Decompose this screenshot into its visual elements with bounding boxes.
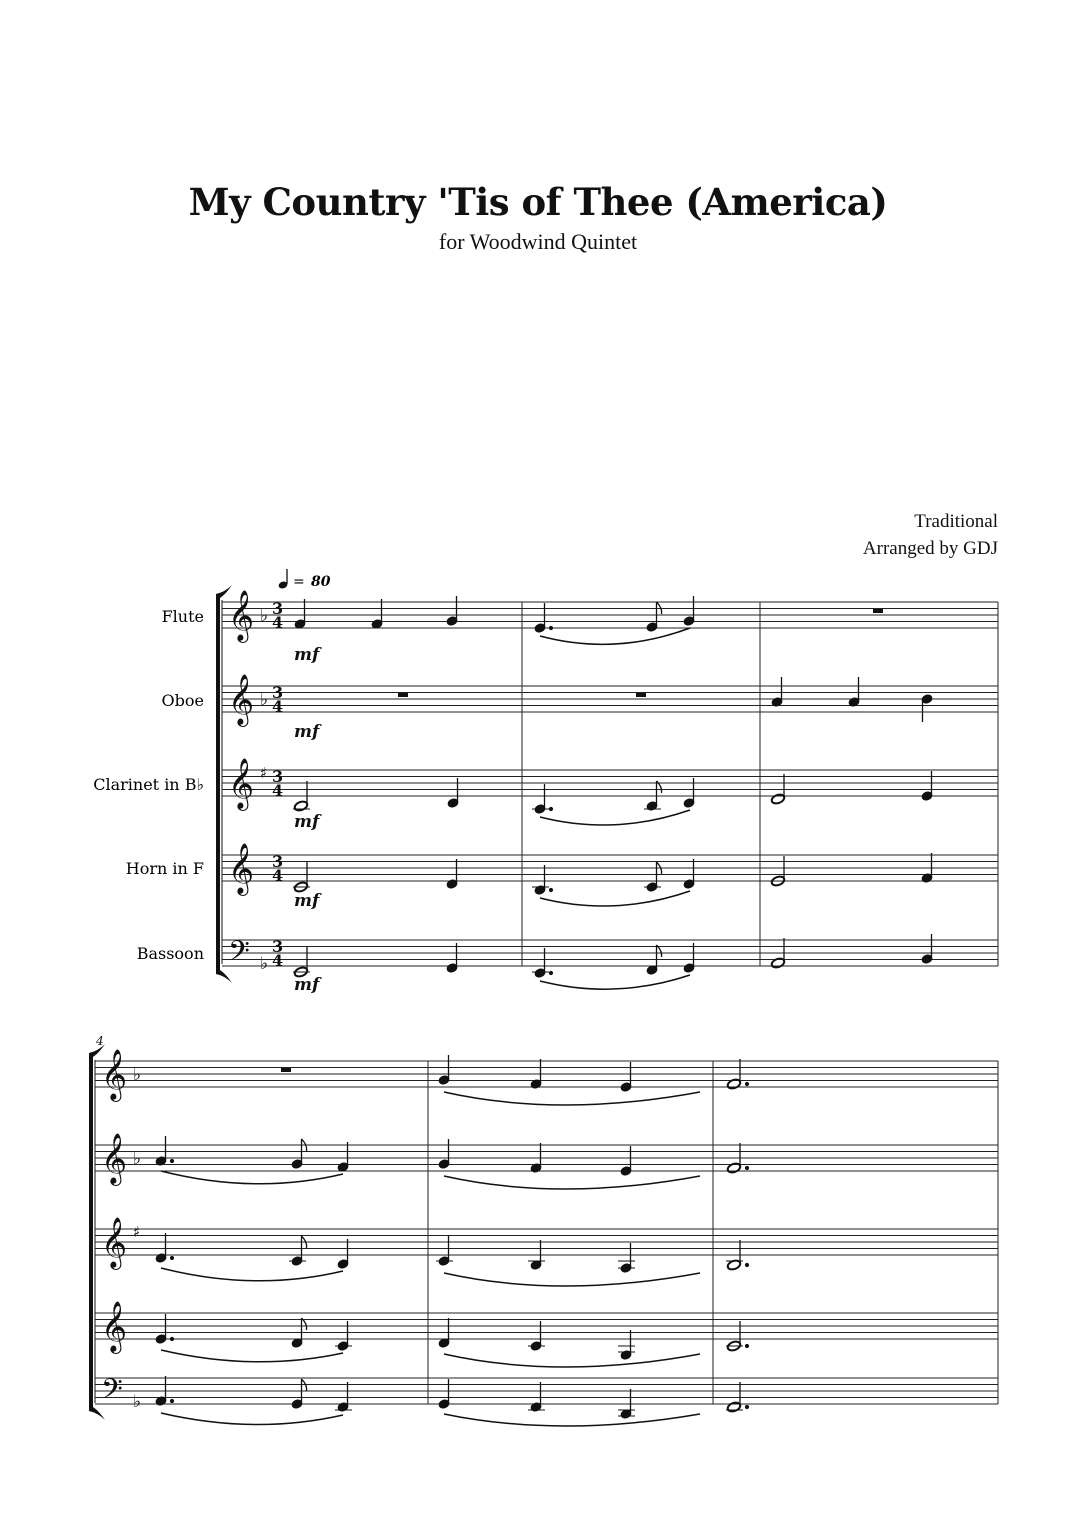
arranger: Arranged by GDJ <box>862 538 998 559</box>
instrument-labels <box>93 607 204 963</box>
measure-number: 4 <box>96 1034 104 1048</box>
key-flat: ♭ <box>260 690 269 710</box>
system1-time-signatures <box>272 599 283 970</box>
key-flat: ♭ <box>260 606 269 626</box>
tempo-marking <box>278 569 331 590</box>
dynamic-mf: mf <box>294 645 320 665</box>
svg-text:4: 4 <box>272 697 284 716</box>
treble-clef-icon: 𝄞 <box>101 1133 128 1184</box>
key-flat: ♭ <box>133 1392 142 1412</box>
score-title: My Country 'Tis of Thee (America) <box>188 180 888 224</box>
svg-text:3: 3 <box>272 852 284 871</box>
instrument-label-clarinet: Clarinet in B♭ <box>93 775 204 794</box>
system1-clefs <box>228 590 254 975</box>
svg-text:3: 3 <box>272 683 284 702</box>
system2-staves <box>95 1061 998 1404</box>
svg-text:3: 3 <box>272 599 284 618</box>
composer: Traditional <box>914 511 998 532</box>
system2-key-signatures <box>133 1065 141 1412</box>
key-flat: ♭ <box>133 1065 142 1085</box>
treble-clef-icon: 𝄞 <box>228 843 255 894</box>
treble-clef-icon: 𝄞 <box>228 590 255 641</box>
tempo-bpm: 80 <box>311 574 331 590</box>
bass-clef-icon: 𝄢 <box>228 935 250 975</box>
dynamic-mf: mf <box>294 891 320 911</box>
dynamics <box>294 645 322 995</box>
dynamic-mf: mf <box>294 812 320 832</box>
instrument-label-flute: Flute <box>161 607 204 626</box>
svg-text:4: 4 <box>272 613 284 632</box>
system1-notes <box>293 596 933 989</box>
treble-clef-icon: 𝄞 <box>228 758 255 809</box>
bass-clef-icon: 𝄢 <box>101 1373 123 1413</box>
instrument-label-horn: Horn in F <box>125 859 204 878</box>
treble-clef-icon: 𝄞 <box>101 1301 128 1352</box>
tempo-equals: = <box>293 574 305 590</box>
instrument-label-oboe: Oboe <box>161 691 204 710</box>
treble-clef-icon: 𝄞 <box>228 674 255 725</box>
score-subtitle: for Woodwind Quintet <box>438 229 638 254</box>
system2-notes <box>155 1055 749 1426</box>
instrument-label-bassoon: Bassoon <box>136 944 204 963</box>
key-flat: ♭ <box>133 1149 142 1169</box>
svg-text:3: 3 <box>272 767 284 786</box>
key-sharp: ♯ <box>260 764 268 782</box>
svg-text:4: 4 <box>272 781 284 800</box>
dynamic-mf: mf <box>294 975 320 995</box>
system1-staves <box>222 602 998 966</box>
system2-clefs <box>101 1049 127 1413</box>
key-sharp: ♯ <box>133 1223 141 1241</box>
treble-clef-icon: 𝄞 <box>101 1217 128 1268</box>
svg-text:3: 3 <box>272 937 284 956</box>
dynamic-mf: mf <box>294 722 320 742</box>
key-flat: ♭ <box>260 954 269 974</box>
treble-clef-icon: 𝄞 <box>101 1049 128 1100</box>
svg-text:4: 4 <box>272 866 284 885</box>
svg-text:4: 4 <box>272 951 284 970</box>
